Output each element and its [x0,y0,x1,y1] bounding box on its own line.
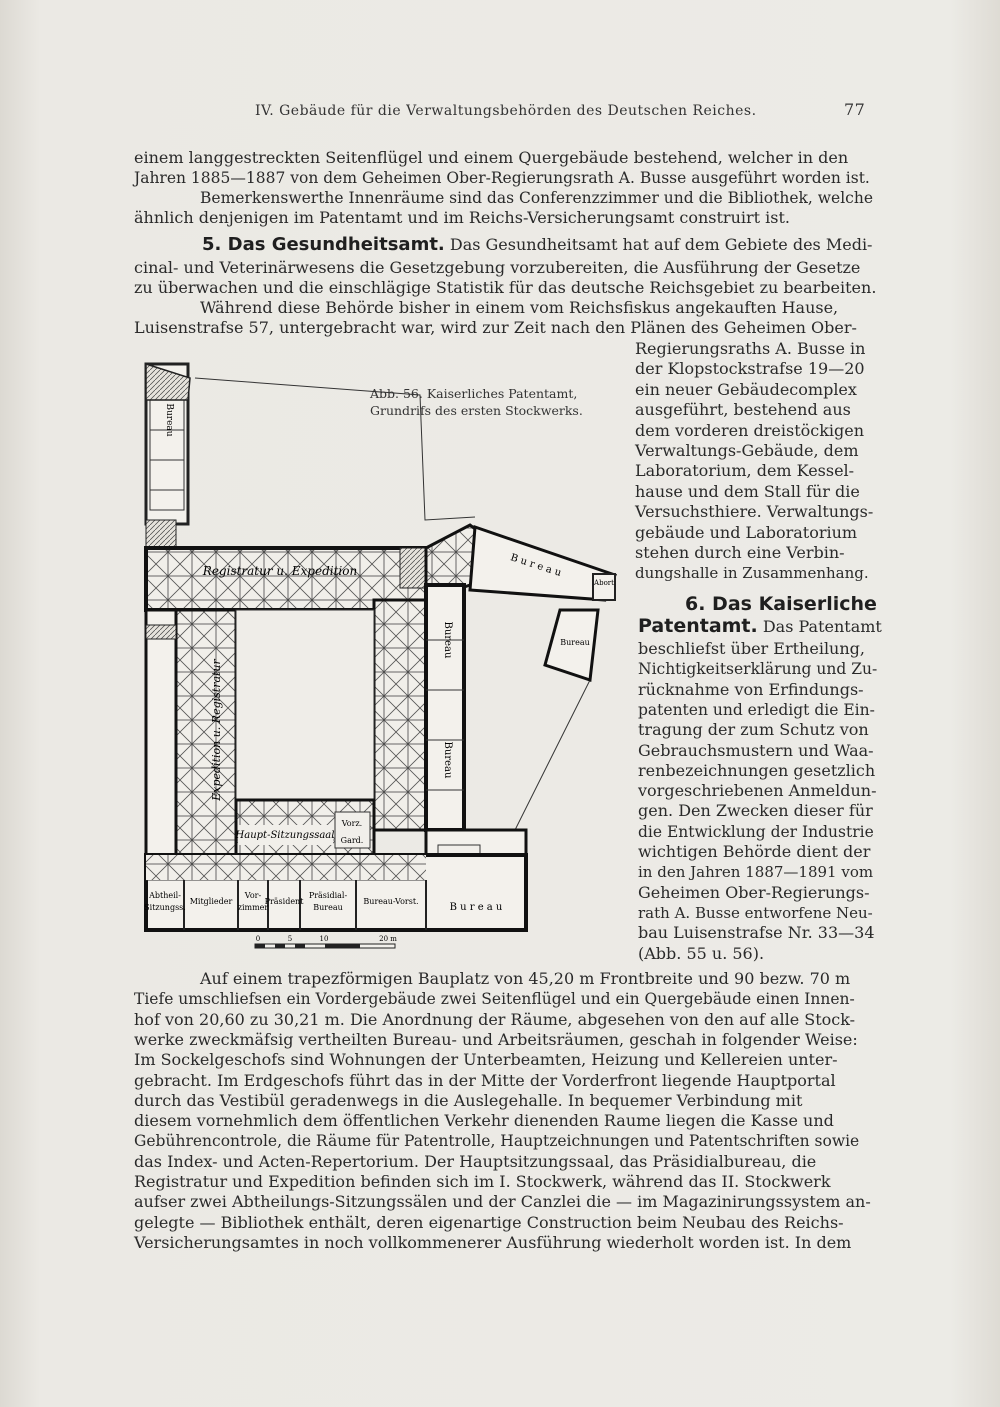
s6side-line-11: wichtigen Behörde dient der [638,842,871,861]
section5-first-line-rest: Das Gesundheitsamt hat auf dem Gebiete des Medi- [449,235,873,254]
label-abort: Abort [594,579,614,587]
scale-tick-10: 10 [319,935,329,943]
left-wing-outer [146,610,176,860]
section5-line-4: Luisenstrafse 57, untergebracht war, wird zur Zeit nach den Plänen des Geheimen Ober- [134,318,857,337]
scale-tick-5: 5 [287,935,293,943]
header-title: IV. Gebäude für die Verwaltungsbehörden des Deutschen Reiches. [255,103,757,119]
s5side-line-6: Verwaltungs-Gebäude, dem [635,441,859,460]
section6-heading-line1: 6. Das Kaiserliche [685,593,877,615]
s6side-line-2: Nichtigkeitserklärung und Zu- [638,660,878,679]
s6side-line-14: rath A. Busse entworfene Neu- [638,903,873,922]
s6side-line-12: in den Jahren 1887—1891 vom [638,863,874,882]
right-wing-corridor [374,600,426,830]
label-tower-bureau: Bureau [560,638,590,647]
s5side-line-7: Laboratorium, dem Kessel- [635,461,855,481]
s6bottom-line-6: gebracht. Im Erdgeschofs führt das in der Mitte der Vorderfront liegende Hauptportal [134,1070,836,1090]
label-abtheil: Abtheil- [149,891,181,900]
s6bottom-line-7: durch das Vestibül geradenwegs in die Auslegehalle. In bequemer Verbindung mit [134,1090,803,1110]
s6bottom-line-8: diesem vornehmlich dem öffentlichen Verkehr dienenden Raume liegen die Kasse und [134,1111,834,1131]
label-praesident: Präsident [264,897,304,906]
s6side-line-15: bau Luisenstrafse Nr. 33—34 [638,923,875,943]
s6side-line-8: vorgeschriebenen Anmeldun- [638,781,877,801]
stair-north [146,520,176,550]
s6bottom-line-14: Versicherungsamtes in noch vollkommenerer Ausführung wiederholt worden ist. In dem [134,1232,852,1252]
s6side-line-9: gen. Den Zwecken dieser für [638,801,873,821]
s6bottom-line-2: Tiefe umschliefsen ein Vordergebäude zwei Seitenflügel und ein Quergebäude einen Innen- [134,990,855,1009]
s6bottom-line-4: werke zweckmäfsig vertheilten Bureau- und Arbeitsräumen, geschah in folgender Weise: [134,1029,858,1049]
scale-tick-0: 0 [255,935,261,943]
s5side-line-2: der Klopstockstrafse 19—20 [635,359,865,379]
section5-line-3: Während diese Behörde bisher in einem vom Reichsfiskus angekauften Hause, [200,298,839,317]
label-mitglieder: Mitglieder [189,897,233,906]
label-vor: Vor- [244,891,262,900]
label-right-bureau-1: Bureau [442,621,453,659]
label-expedition: Expedition u. Registratur [210,659,223,801]
s6bottom-line-11: Registratur und Expedition befinden sich im I. Stockwerk, während das II. Stockwerk [134,1172,831,1191]
s5side-line-12: dungshalle in Zusammenhang. [635,564,869,583]
s5side-line-4: ausgeführt, bestehend aus [635,400,851,420]
label-sitzungss: Sitzungss. [144,903,186,912]
label-praesidial-bureau: Bureau [313,903,343,912]
s6side-line-13: Geheimen Ober-Regierungs- [638,882,870,902]
s6side-line-7: renbezeichnungen gesetzlich [638,760,876,780]
top-line-3: Bemerkenswerthe Innenräume sind das Conferenzzimmer und die Bibliothek, welche [200,189,873,207]
label-right-bureau-2: Bureau [442,741,453,779]
s6side-line-1: beschliefst über Ertheilung, [638,639,865,658]
top-line-4: ähnlich denjenigen im Patentamt und im Reichs-Versicherungsamt construirt ist. [134,208,791,227]
courtyard [236,610,374,800]
s5side-line-8: hause und dem Stall für die [635,481,860,501]
s6bottom-line-5: Im Sockelgeschofs sind Wohnungen der Unterbeamten, Heizung und Kellereien unter- [134,1050,838,1070]
s6bottom-line-3: hof von 20,60 zu 30,21 m. Die Anordnung der Räume, abgesehen von den auf alle Stock- [134,1009,856,1029]
label-front-bureau: B u r e a u [449,902,503,913]
s5side-line-11: stehen durch eine Verbin- [635,543,845,562]
scale-bar [255,935,397,948]
s6side-line-3: rücknahme von Erfindungs- [638,679,864,699]
scale-tick-20: 20 m [379,935,397,943]
s6side-line-10: die Entwicklung der Industrie [638,822,874,841]
left-wing-corridor [176,610,236,855]
label-zimmer: zimmer [237,903,269,912]
label-praesidial: Präsidial- [308,891,348,900]
label-vorz: Vorz. [341,819,363,828]
s5side-line-1: Regierungsraths A. Busse in [635,339,866,358]
section5-line-2: zu überwachen und die einschlägige Statistik für das deutsche Reichsgebiet zu bearbeiten. [134,278,877,297]
site-boundary-north [195,378,475,520]
page-number: 77 [844,100,866,119]
s6bottom-line-12: aufser zwei Abtheilungs-Sitzungssälen und der Canzlei die — im Magazinirungssystem an- [134,1192,871,1212]
section6-heading: Patentamt. [638,615,758,637]
section5-heading: 5. Das Gesundheitsamt. [202,234,445,255]
label-bureau-vorsteher: Bureau-Vorst. [363,897,419,906]
section6-heading-rest: Das Patentamt [762,617,882,636]
s5side-line-10: gebäude und Laboratorium [635,522,858,542]
s6bottom-line-1: Auf einem trapezförmigen Bauplatz von 45,20 m Frontbreite und 90 bezw. 70 m [200,969,851,988]
s6side-line-6: Gebrauchsmustern und Waa- [638,740,874,760]
site-boundary-east [515,680,590,830]
s5side-line-5: dem vorderen dreistöckigen [635,420,865,440]
section5-line-1: cinal- und Veterinärwesens die Gesetzgebung vorzubereiten, die Ausführung der Gesetze [134,258,861,277]
s6side-line-4: patenten und erledigt die Ein- [638,700,875,719]
north-wing-label: Bureau [164,403,174,437]
figure-caption-line1: Abb. 56. Kaiserliches Patentamt, [370,386,578,401]
s5side-line-9: Versuchsthiere. Verwaltungs- [635,502,874,522]
top-line-2: Jahren 1885—1887 von dem Geheimen Ober-Regierungsrath A. Busse ausgeführt worden ist. [134,169,870,187]
s6bottom-line-9: Gebührencontrole, die Räume für Patentrolle, Hauptzeichnungen und Patentschriften sowie [134,1132,860,1151]
label-gard: Gard. [340,836,364,845]
label-east-bureau: B u r e a u [508,552,563,580]
stair-ne [400,548,426,588]
s6bottom-line-10: das Index- und Acten-Repertorium. Der Hauptsitzungssaal, das Präsidialbureau, die [134,1151,817,1171]
s6side-line-5: tragung der zum Schutz von [638,720,869,740]
top-line-1: einem langgestreckten Seitenflügel und einem Quergebäude bestehend, welcher in den [134,148,849,167]
s6bottom-line-13: gelegte — Bibliothek enthält, deren eigenartige Construction beim Neubau des Reichs- [134,1212,844,1232]
s6side-line-16: (Abb. 55 u. 56). [638,943,765,963]
s5side-line-3: ein neuer Gebäudecomplex [635,379,857,399]
figure-caption-line2: Grundrifs des ersten Stockwerks. [370,403,583,418]
label-hauptsitzungssaal: Haupt-Sitzungssaal [235,830,335,841]
label-registratur: Registratur u. Expedition [202,564,358,578]
